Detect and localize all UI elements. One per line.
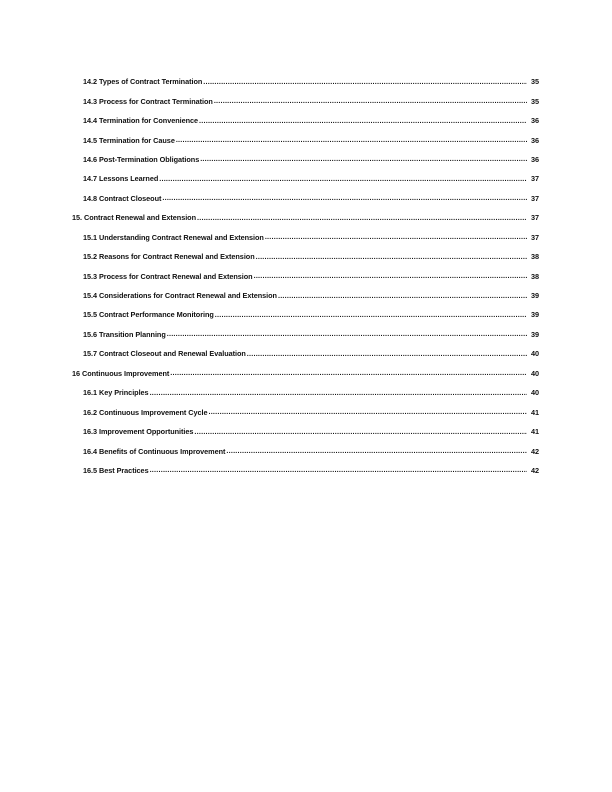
dot-leader <box>199 116 527 126</box>
dot-leader <box>265 232 527 242</box>
toc-entry-title: 14.2 Types of Contract Termination <box>83 77 203 87</box>
toc-entry-title: 14.4 Termination for Convenience <box>83 116 199 126</box>
dot-leader <box>162 193 527 203</box>
dot-leader <box>150 388 527 398</box>
dot-leader <box>278 291 527 301</box>
toc-entry-page: 40 <box>530 368 539 378</box>
dot-leader <box>247 349 527 359</box>
toc-entry-page: 42 <box>530 446 539 456</box>
toc-entry-page: 39 <box>530 329 539 339</box>
toc-entry[interactable] <box>0 325 612 344</box>
toc-entry[interactable] <box>0 189 612 208</box>
toc-entry-page: 35 <box>530 77 539 87</box>
toc-entry-page: 37 <box>530 193 539 203</box>
toc-entry-page: 41 <box>530 427 539 437</box>
toc-entry[interactable] <box>0 422 612 441</box>
toc-entry-page: 37 <box>530 174 539 184</box>
toc-entry-title: 16.5 Best Practices <box>83 465 149 475</box>
toc-entry-title: 14.7 Lessons Learned <box>83 174 159 184</box>
toc-entry-page: 37 <box>530 232 539 242</box>
toc-entry[interactable] <box>0 169 612 188</box>
toc-entry-title: 16.1 Key Principles <box>83 388 149 398</box>
dot-leader <box>159 174 527 184</box>
toc-entry-page: 35 <box>530 96 539 106</box>
toc-entry[interactable] <box>0 150 612 169</box>
toc-entry[interactable] <box>0 130 612 149</box>
toc-entry-title: 15.3 Process for Contract Renewal and Extension <box>83 271 253 281</box>
toc-entry-title: 16.2 Continuous Improvement Cycle <box>83 407 208 417</box>
toc-entry-title: 15.5 Contract Performance Monitoring <box>83 310 214 320</box>
toc-entry-page: 42 <box>530 465 539 475</box>
toc-entry-title: 15.6 Transition Planning <box>83 329 166 339</box>
toc-entry[interactable] <box>0 305 612 324</box>
toc-entry[interactable] <box>0 72 612 91</box>
toc-entry-page: 36 <box>530 135 539 145</box>
toc-entry-page: 39 <box>530 310 539 320</box>
table-of-contents <box>0 72 612 480</box>
dot-leader <box>200 154 527 164</box>
toc-entry-page: 40 <box>530 388 539 398</box>
toc-entry[interactable] <box>0 344 612 363</box>
toc-entry-title: 16.4 Benefits of Continuous Improvement <box>83 446 226 456</box>
dot-leader <box>203 77 527 87</box>
toc-entry[interactable] <box>0 91 612 110</box>
toc-entry-title: 15. Contract Renewal and Extension <box>72 213 197 223</box>
dot-leader <box>226 446 527 456</box>
toc-entry-page: 36 <box>530 154 539 164</box>
dot-leader <box>215 310 527 320</box>
toc-entry-title: 16 Continuous Improvement <box>72 368 170 378</box>
dot-leader <box>194 427 527 437</box>
toc-entry-page: 37 <box>530 213 539 223</box>
dot-leader <box>150 465 527 475</box>
toc-entry-title: 14.3 Process for Contract Termination <box>83 96 213 106</box>
dot-leader <box>214 96 527 106</box>
toc-entry-page: 40 <box>530 349 539 359</box>
toc-entry[interactable] <box>0 286 612 305</box>
toc-entry-title: 16.3 Improvement Opportunities <box>83 427 194 437</box>
toc-entry-title: 14.6 Post-Termination Obligations <box>83 154 200 164</box>
toc-entry-title: 14.5 Termination for Cause <box>83 135 175 145</box>
toc-entry-page: 38 <box>530 252 539 262</box>
toc-entry[interactable] <box>0 111 612 130</box>
toc-entry[interactable] <box>0 364 612 383</box>
toc-entry[interactable] <box>0 247 612 266</box>
dot-leader <box>167 329 527 339</box>
dot-leader <box>254 271 527 281</box>
toc-entry[interactable] <box>0 266 612 285</box>
toc-entry[interactable] <box>0 208 612 227</box>
toc-entry-page: 41 <box>530 407 539 417</box>
toc-entry-page: 38 <box>530 271 539 281</box>
toc-entry-page: 36 <box>530 116 539 126</box>
toc-entry[interactable] <box>0 461 612 480</box>
toc-entry-title: 14.8 Contract Closeout <box>83 193 162 203</box>
toc-entry-title: 15.1 Understanding Contract Renewal and Extension <box>83 232 264 242</box>
toc-entry-page: 39 <box>530 291 539 301</box>
toc-entry[interactable] <box>0 402 612 421</box>
dot-leader <box>176 135 527 145</box>
dot-leader <box>197 213 527 223</box>
toc-entry[interactable] <box>0 228 612 247</box>
toc-entry-title: 15.7 Contract Closeout and Renewal Evaluation <box>83 349 246 359</box>
toc-entry-title: 15.2 Reasons for Contract Renewal and Extension <box>83 252 255 262</box>
dot-leader <box>256 252 527 262</box>
dot-leader <box>170 368 527 378</box>
toc-entry[interactable] <box>0 441 612 460</box>
toc-entry-title: 15.4 Considerations for Contract Renewal and Extension <box>83 291 277 301</box>
toc-entry[interactable] <box>0 383 612 402</box>
dot-leader <box>208 407 527 417</box>
